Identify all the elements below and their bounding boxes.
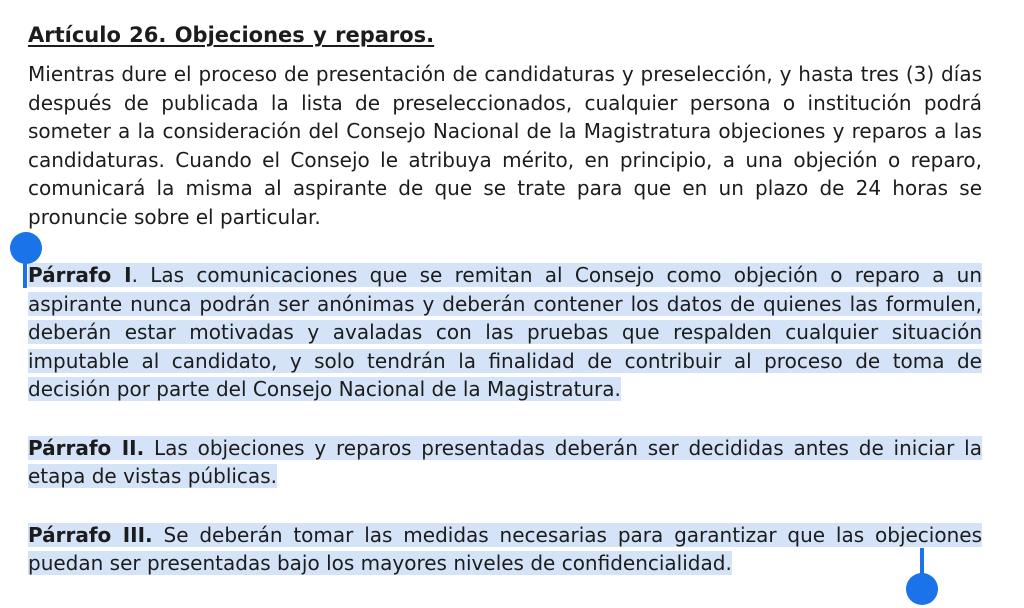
- paragraph-1-separator: .: [131, 263, 138, 287]
- selection-start-handle[interactable]: [10, 232, 42, 264]
- paragraph-1-label: Párrafo I: [28, 263, 132, 287]
- paragraph-2-label: Párrafo II.: [28, 435, 145, 460]
- document-page: [28, 20, 982, 578]
- paragraph-1[interactable]: [28, 261, 982, 404]
- paragraph-3-label: Párrafo III.: [28, 522, 153, 547]
- selected-text-1[interactable]: [28, 263, 982, 401]
- selection-end-handle[interactable]: [906, 573, 938, 605]
- intro-paragraph[interactable]: Mientras dure el proceso de presentación de candidaturas y preselección, y hasta tres (3) días después de publicada la lista de preseleccionados, cualquier persona o institución podrá someter a la consideración del Consejo Nacional de la Magistratura objeciones y reparos a las candidaturas. Cuando el Consejo le atribuya mérito, en principio, a una objeción o reparo, comunicará la misma al aspirante de que se trate para que en un plazo de 24 horas se pronuncie sobre el particular.: [28, 62, 982, 229]
- selected-text-3[interactable]: [28, 523, 982, 576]
- selected-text-2[interactable]: [28, 436, 982, 489]
- article-title: Artículo 26. Objeciones y reparos.: [28, 23, 435, 47]
- paragraph-3[interactable]: [28, 521, 982, 578]
- paragraph-2[interactable]: [28, 434, 982, 491]
- paragraph-3-text: Se deberán tomar las medidas necesarias para garantizar que las objeciones puedan ser presentadas bajo los mayores niveles de confidencialidad.: [28, 522, 982, 575]
- paragraph-2-text: Las objeciones y reparos presentadas deberán ser decididas antes de iniciar la etapa de vistas públicas.: [28, 435, 982, 488]
- paragraph-1-text: Las comunicaciones que se remitan al Consejo como objeción o reparo a un aspirante nunca podrán ser anónimas y deberán contener los datos de quienes las formulen, deberán estar motivadas y avaladas con las pruebas que respalden cualquier situación imputable al candidato, y solo tendrán la finalidad de contribuir al proceso de toma de decisión por parte del Consejo Nacional de la Magistratura.: [28, 263, 982, 401]
